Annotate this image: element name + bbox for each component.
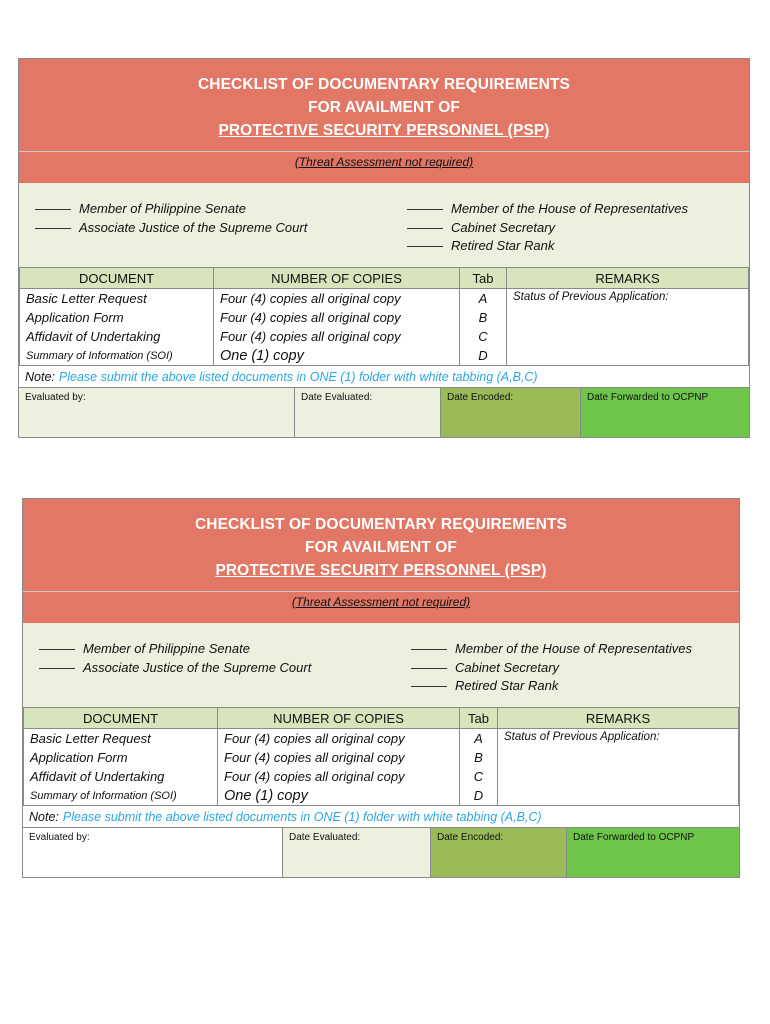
footer-fields — [23, 828, 739, 877]
documents-table — [19, 267, 749, 366]
member-option[interactable]: Member of the House of Representatives — [411, 640, 692, 659]
member-categories — [19, 183, 749, 268]
document-cell: Application Form — [20, 308, 214, 327]
date-encoded-field[interactable]: Date Encoded: — [431, 828, 567, 877]
copies-cell: Four (4) copies all original copy — [218, 767, 460, 786]
document-cell: Affidavit of Undertaking — [20, 327, 214, 346]
header-remarks: REMARKS — [507, 268, 749, 289]
evaluated-by-field[interactable]: Evaluated by: — [19, 388, 295, 437]
tab-cell: A — [460, 289, 507, 309]
note-label: Note: — [25, 370, 55, 384]
header-document: DOCUMENT — [24, 708, 218, 729]
document-cell: Affidavit of Undertaking — [24, 767, 218, 786]
header-divider — [19, 151, 749, 152]
header-divider — [23, 591, 739, 592]
member-option[interactable]: Retired Star Rank — [407, 237, 688, 256]
date-evaluated-field[interactable]: Date Evaluated: — [283, 828, 431, 877]
title-line-2: FOR AVAILMENT OF — [305, 539, 457, 556]
copies-cell: Four (4) copies all original copy — [214, 308, 460, 327]
date-encoded-field[interactable]: Date Encoded: — [441, 388, 581, 437]
date-evaluated-field[interactable]: Date Evaluated: — [295, 388, 441, 437]
copies-cell: Four (4) copies all original copy — [218, 729, 460, 749]
tab-cell: B — [460, 748, 498, 767]
footer-fields — [19, 388, 749, 437]
header-remarks: REMARKS — [498, 708, 739, 729]
form-header — [23, 499, 739, 624]
table-row — [24, 729, 739, 749]
title-line-1: CHECKLIST OF DOCUMENTARY REQUIREMENTS — [198, 76, 570, 93]
remarks-cell[interactable]: Status of Previous Application: — [507, 289, 749, 366]
document-cell: Basic Letter Request — [24, 729, 218, 749]
document-cell: Basic Letter Request — [20, 289, 214, 309]
copies-cell: One (1) copy — [218, 786, 460, 806]
tab-cell: C — [460, 767, 498, 786]
checklist-form-1 — [18, 58, 750, 438]
remarks-cell[interactable]: Status of Previous Application: — [498, 729, 739, 806]
member-option[interactable]: Associate Justice of the Supreme Court — [35, 219, 307, 238]
title-line-3: PROTECTIVE SECURITY PERSONNEL (PSP) — [215, 562, 547, 579]
member-option[interactable]: Associate Justice of the Supreme Court — [39, 659, 311, 678]
title-line-2: FOR AVAILMENT OF — [308, 99, 460, 116]
member-option[interactable]: Cabinet Secretary — [407, 219, 688, 238]
copies-cell: Four (4) copies all original copy — [214, 289, 460, 309]
header-document: DOCUMENT — [20, 268, 214, 289]
tab-cell: B — [460, 308, 507, 327]
member-option[interactable]: Member of Philippine Senate — [35, 200, 307, 219]
note-label: Note: — [29, 810, 59, 824]
form-header — [19, 59, 749, 184]
documents-table — [23, 707, 739, 806]
member-option[interactable]: Retired Star Rank — [411, 677, 692, 696]
document-cell: Summary of Information (SOI) — [20, 346, 214, 366]
member-categories — [23, 623, 739, 708]
header-copies: NUMBER OF COPIES — [218, 708, 460, 729]
header-copies: NUMBER OF COPIES — [214, 268, 460, 289]
note-text: Please submit the above listed documents in ONE (1) folder with white tabbing (A,B,C) — [58, 370, 538, 384]
copies-cell: Four (4) copies all original copy — [214, 327, 460, 346]
document-cell: Summary of Information (SOI) — [24, 786, 218, 806]
threat-note: (Threat Assessment not required) — [294, 155, 474, 169]
member-option[interactable]: Member of the House of Representatives — [407, 200, 688, 219]
threat-note: (Threat Assessment not required) — [291, 595, 471, 609]
note-bar — [19, 368, 749, 388]
checklist-form-2 — [22, 498, 740, 878]
date-forwarded-field[interactable]: Date Forwarded to OCPNP — [567, 828, 739, 877]
document-cell: Application Form — [24, 748, 218, 767]
tab-cell: D — [460, 346, 507, 366]
evaluated-by-field[interactable]: Evaluated by: — [23, 828, 283, 877]
header-tab: Tab — [460, 708, 498, 729]
date-forwarded-field[interactable]: Date Forwarded to OCPNP — [581, 388, 749, 437]
copies-cell: Four (4) copies all original copy — [218, 748, 460, 767]
tab-cell: D — [460, 786, 498, 806]
tab-cell: A — [460, 729, 498, 749]
header-tab: Tab — [460, 268, 507, 289]
tab-cell: C — [460, 327, 507, 346]
member-option[interactable]: Cabinet Secretary — [411, 659, 692, 678]
title-line-1: CHECKLIST OF DOCUMENTARY REQUIREMENTS — [195, 516, 567, 533]
copies-cell: One (1) copy — [214, 346, 460, 366]
note-text: Please submit the above listed documents in ONE (1) folder with white tabbing (A,B,C) — [62, 810, 542, 824]
note-bar — [23, 808, 739, 828]
member-option[interactable]: Member of Philippine Senate — [39, 640, 311, 659]
title-line-3: PROTECTIVE SECURITY PERSONNEL (PSP) — [218, 122, 550, 139]
table-row — [20, 289, 749, 309]
